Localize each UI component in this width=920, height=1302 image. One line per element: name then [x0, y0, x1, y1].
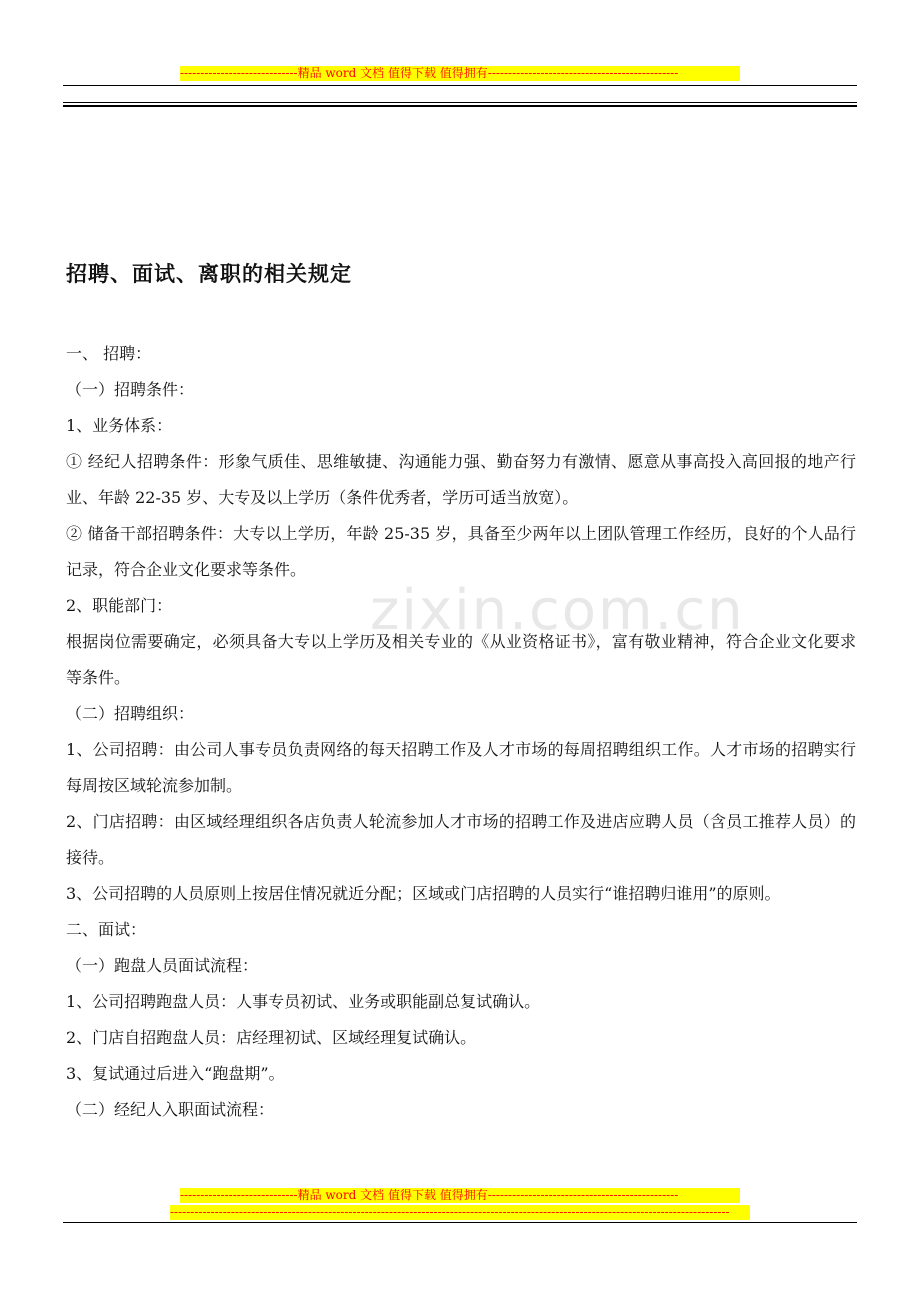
item-business-system: 1、业务体系：	[66, 416, 173, 435]
document-title: 招聘、面试、离职的相关规定	[66, 262, 352, 286]
paragraph-functional-requirements: 根据岗位需要确定，必须具备大专以上学历及相关专业的《从业资格证书》，富有敬业精神，符合企业文化要求等条件。	[66, 632, 856, 687]
section-heading-recruitment: 一、 招聘：	[66, 344, 152, 363]
header-rule-double-lower	[63, 105, 857, 107]
subheading-agent-interview-flow: （二）经纪人入职面试流程：	[66, 1100, 275, 1119]
item-store-runner: 2、门店自招跑盘人员：店经理初试、区域经理复试确认。	[66, 1028, 477, 1047]
item-runner-period: 3、复试通过后进入“跑盘期”。	[66, 1064, 285, 1083]
document-body	[66, 336, 856, 1128]
footer-rule	[63, 1222, 857, 1223]
footer-banner: -----------------------------精品 word 文档 值得下载 值得拥有-----------------------------------------------	[180, 1188, 740, 1203]
header-banner: -----------------------------精品 word 文档 值得下载 值得拥有-----------------------------------------------	[180, 66, 740, 81]
paragraph-agent-conditions: ① 经纪人招聘条件：形象气质佳、思维敏捷、沟通能力强、勤奋努力有激情、愿意从事高投入高回报的地产行业、年龄 22-35 岁、大专及以上学历（条件优秀者，学历可适当放宽）。	[66, 452, 856, 507]
paragraph-store-recruitment: 2、门店招聘：由区域经理组织各店负责人轮流参加人才市场的招聘工作及进店应聘人员（含员工推荐人员）的接待。	[66, 812, 856, 867]
item-functional-departments: 2、职能部门：	[66, 596, 173, 615]
paragraph-reserve-cadre-conditions: ② 储备干部招聘条件：大专以上学历，年龄 25-35 岁，具备至少两年以上团队管理工作经历，良好的个人品行记录，符合企业文化要求等条件。	[66, 524, 856, 579]
subheading-runner-interview-flow: （一）跑盘人员面试流程：	[66, 956, 259, 975]
header-rule-top	[63, 85, 857, 86]
header-rule-double-upper	[63, 102, 857, 103]
paragraph-company-recruitment: 1、公司招聘：由公司人事专员负责网络的每天招聘工作及人才市场的每周招聘组织工作。人才市场的招聘实行每周按区域轮流参加制。	[66, 740, 856, 795]
subheading-recruitment-organization: （二）招聘组织：	[66, 704, 195, 723]
watermark: zixin.com.cn	[370, 578, 745, 643]
footer-banner-dashes: ------------------------------------------------------------------------------------------------------------------------------------------	[170, 1205, 750, 1220]
paragraph-allocation-principle: 3、公司招聘的人员原则上按居住情况就近分配；区域或门店招聘的人员实行“谁招聘归谁用”的原则。	[66, 884, 781, 903]
item-company-runner: 1、公司招聘跑盘人员：人事专员初试、业务或职能副总复试确认。	[66, 992, 541, 1011]
subheading-recruitment-conditions: （一）招聘条件：	[66, 380, 195, 399]
section-heading-interview: 二、面试：	[66, 920, 147, 939]
